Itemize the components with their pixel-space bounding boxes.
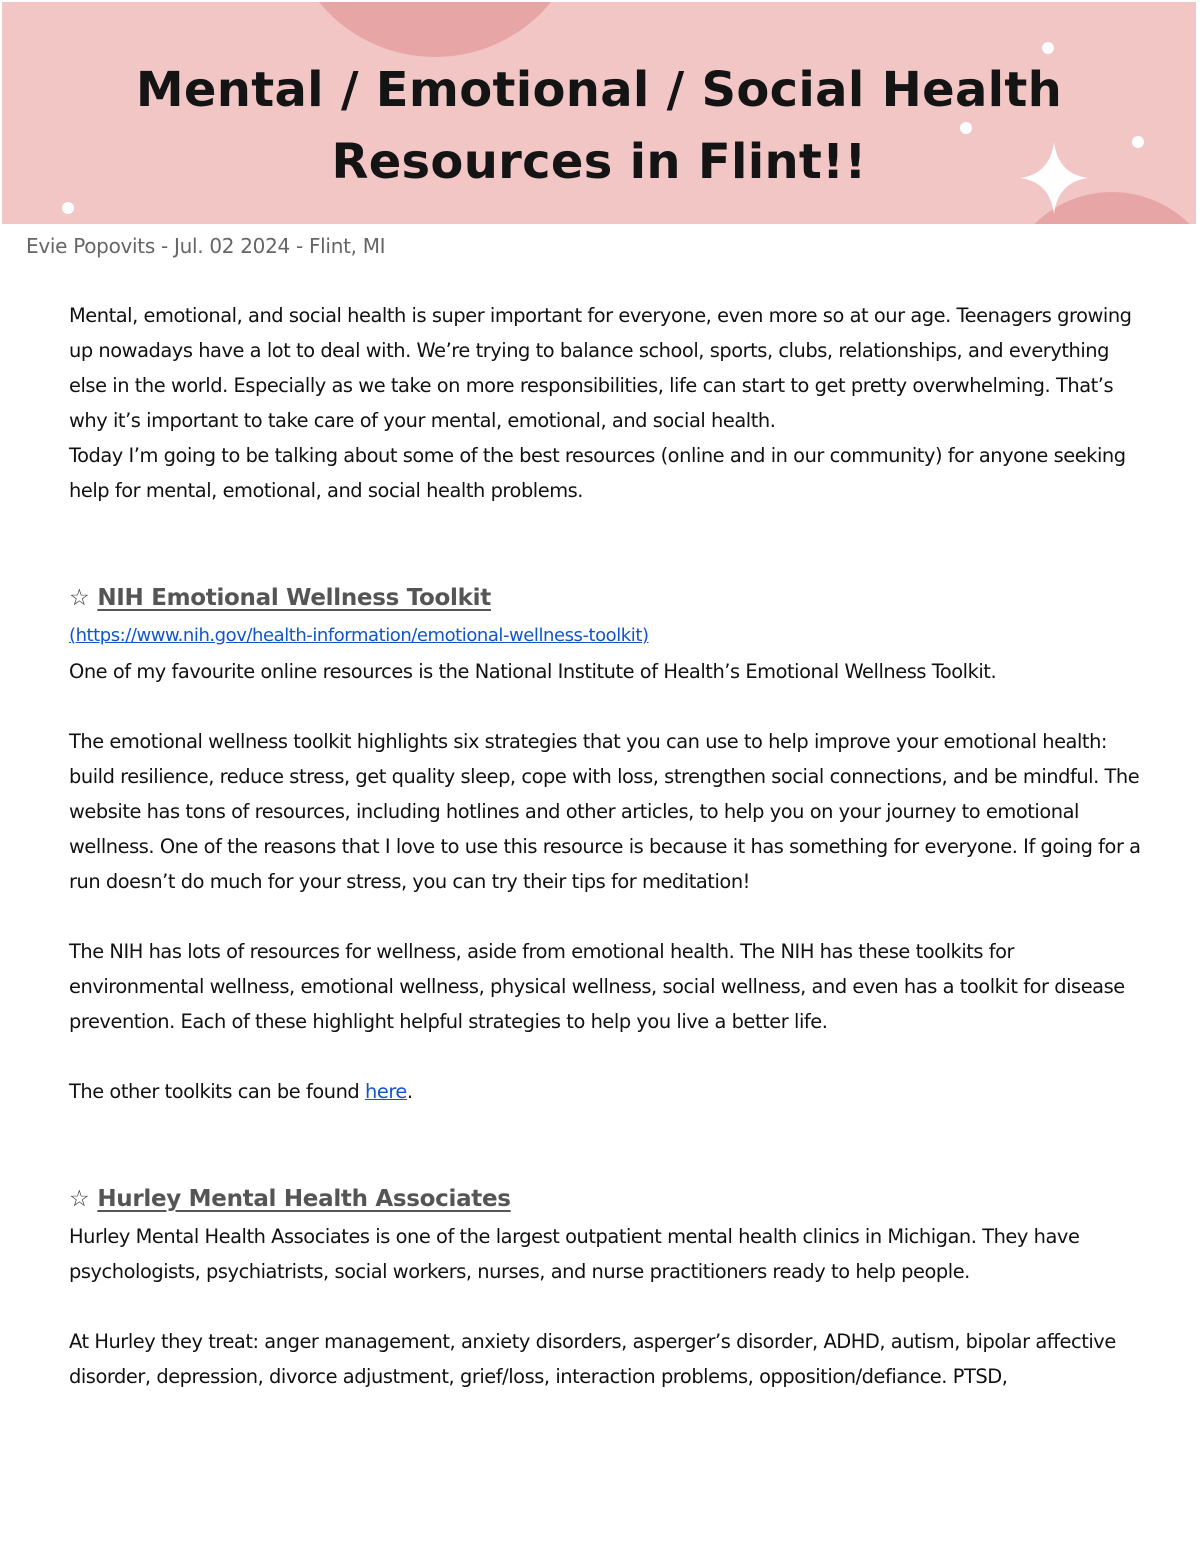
spacer bbox=[69, 1289, 1149, 1324]
star-icon: ☆ bbox=[69, 1186, 90, 1212]
spacer bbox=[69, 1039, 1149, 1074]
star-icon: ☆ bbox=[69, 585, 90, 611]
intro-paragraph-2: Today I’m going to be talking about some of the best resources (online and in our community) for anyone seeking help for mental, emotional, and social health problems. bbox=[69, 444, 1126, 502]
nih-paragraph-4 bbox=[69, 1074, 1149, 1109]
section-heading-text[interactable]: NIH Emotional Wellness Toolkit bbox=[97, 585, 491, 611]
sparkle-dot-icon bbox=[62, 202, 74, 214]
hurley-paragraph-2: At Hurley they treat: anger management, anxiety disorders, asperger’s disorder, ADHD, autism, bipolar affective disorder, depression, divorce adjustment, grief/loss, interaction problems, opposition/defiance. PTSD, bbox=[69, 1330, 1116, 1388]
spacer bbox=[69, 689, 1149, 724]
article-body bbox=[69, 298, 1149, 1394]
hurley-paragraph-1: Hurley Mental Health Associates is one of the largest outpatient mental health clinics in Michigan. They have psychologists, psychiatrists, social workers, nurses, and nurse practitioners ready to help people. bbox=[69, 1225, 1080, 1283]
section-heading-hurley[interactable] bbox=[69, 1179, 1149, 1219]
title-line-1: Mental / Emotional / Social Health bbox=[135, 62, 1063, 118]
nih-toolkit-link[interactable]: https://www.nih.gov/health-information/emotional-wellness-toolkit bbox=[75, 625, 642, 646]
sparkle-dot-icon bbox=[1042, 42, 1054, 54]
header-banner bbox=[2, 2, 1196, 224]
section-heading-text[interactable]: Hurley Mental Health Associates bbox=[97, 1186, 511, 1212]
spacer bbox=[69, 508, 1149, 578]
url-open-paren: ( bbox=[69, 625, 76, 646]
other-toolkits-text: The other toolkits can be found bbox=[69, 1080, 365, 1103]
url-close-paren: ) bbox=[641, 625, 649, 646]
intro-paragraph-1: Mental, emotional, and social health is super important for everyone, even more so at our age. Teenagers growing up nowadays have a lot to deal with. We’re trying to balance school, sports, clubs, relationships, and everything else in the world. Especially as we take on more responsibilities, life can start to get pretty overwhelming. That’s why it’s important to take care of your mental, emotional, and social health. bbox=[69, 304, 1132, 432]
banner-circle bbox=[285, 2, 585, 57]
nih-paragraph-3: The NIH has lots of resources for wellness, aside from emotional health. The NIH has these toolkits for environmental wellness, emotional wellness, physical wellness, social wellness, and even has a toolkit for disease prevention. Each of these highlight helpful strategies to help you live a better life. bbox=[69, 940, 1125, 1033]
nih-url-line bbox=[69, 618, 1149, 654]
period: . bbox=[406, 1080, 413, 1103]
section-heading-nih[interactable] bbox=[69, 578, 1149, 618]
byline: Evie Popovits - Jul. 02 2024 - Flint, MI bbox=[26, 234, 386, 258]
page-title bbox=[2, 54, 1196, 198]
spacer bbox=[69, 1109, 1149, 1179]
other-toolkits-link[interactable]: here bbox=[365, 1080, 407, 1103]
nih-paragraph-2: The emotional wellness toolkit highlights six strategies that you can use to help improve your emotional health: build resilience, reduce stress, get quality sleep, cope with loss, strengthen social connections, and be mindful. The website has tons of resources, including hotlines and other articles, to help you on your journey to emotional wellness. One of the reasons that I love to use this resource is because it has something for everyone. If going for a run doesn’t do much for your stress, you can try their tips for meditation! bbox=[69, 730, 1141, 893]
title-line-2: Resources in Flint!! bbox=[331, 134, 867, 190]
nih-paragraph-1: One of my favourite online resources is the National Institute of Health’s Emotional Wellness Toolkit. bbox=[69, 660, 997, 683]
spacer bbox=[69, 899, 1149, 934]
